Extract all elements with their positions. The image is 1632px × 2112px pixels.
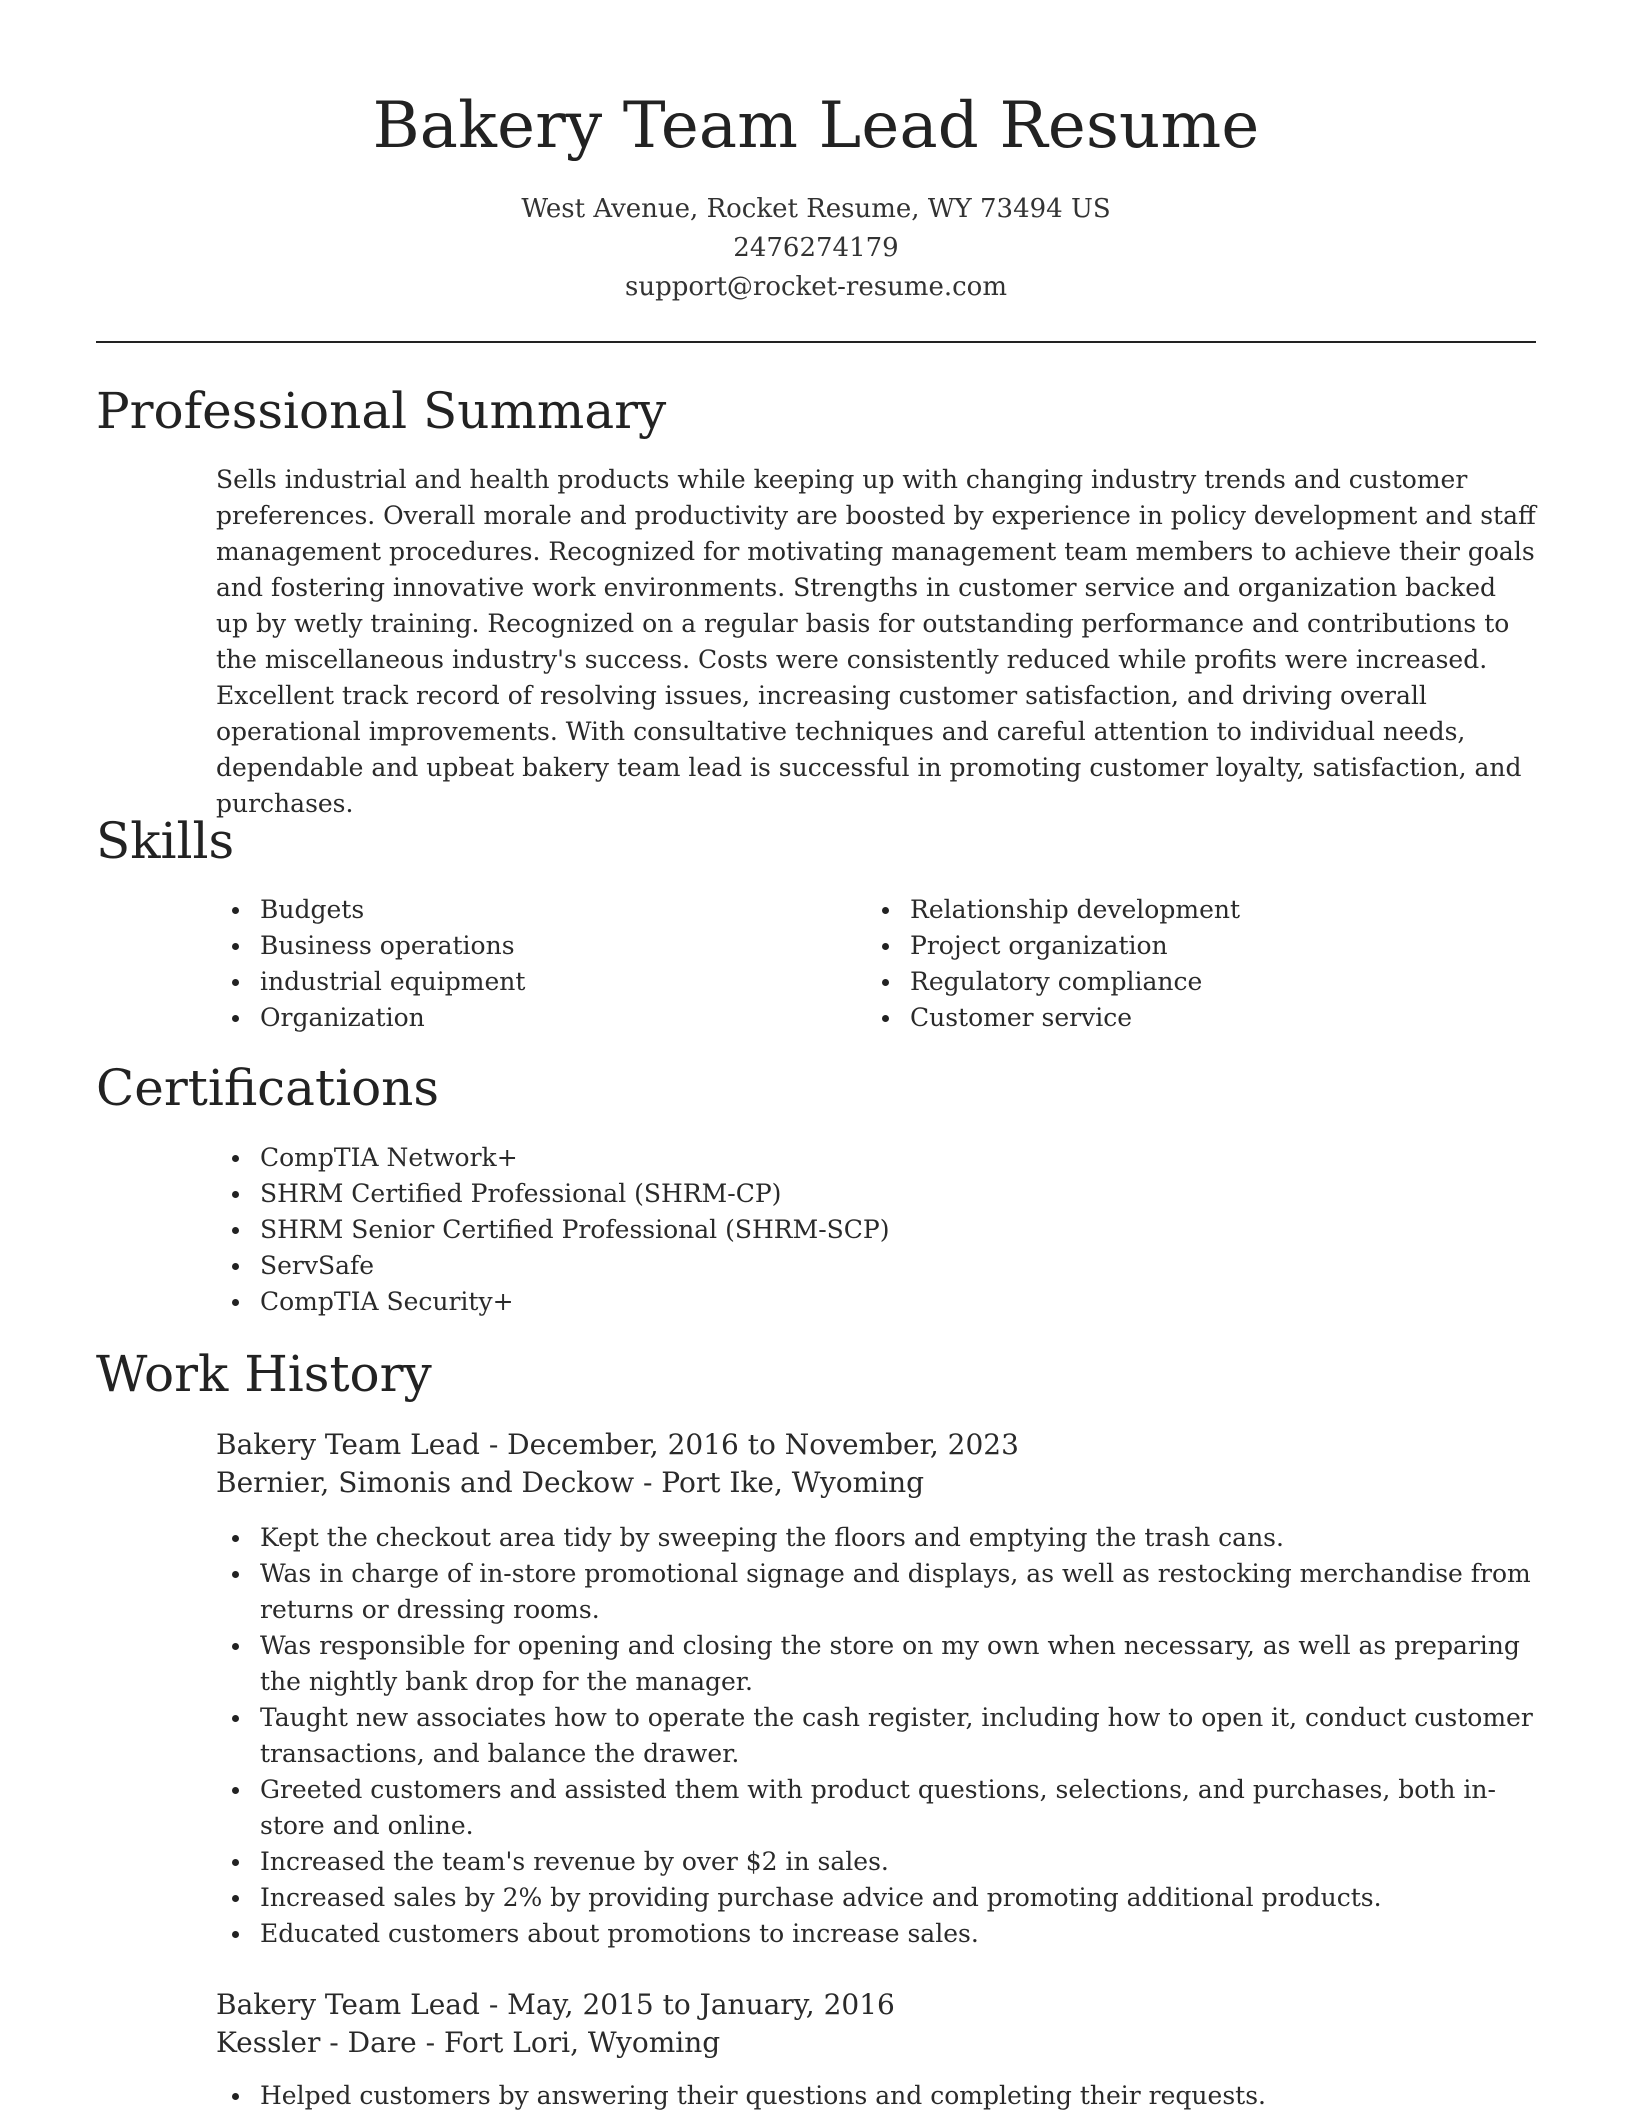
- certifications-list: [216, 1140, 1536, 1320]
- job-duty: Increased sales by 2% by providing purchase advice and promoting additional products.: [216, 1880, 1536, 1916]
- job-duty: Kept the checkout area tidy by sweeping the floors and emptying the trash cans.: [216, 1520, 1536, 1556]
- summary-heading: Professional Summary: [96, 382, 667, 440]
- certification-item: ServSafe: [216, 1248, 1536, 1284]
- job-duty: Was in charge of in-store promotional signage and displays, as well as restocking merchandise from returns or dressing rooms.: [216, 1556, 1536, 1628]
- resume-page: [96, 0, 1536, 2112]
- work-history-heading: Work History: [96, 1345, 432, 1403]
- job-duty: Taught new associates how to operate the cash register, including how to open it, conduct customer transactions, and balance the drawer.: [216, 1700, 1536, 1772]
- skills-heading: Skills: [96, 812, 235, 870]
- job-dates: - December, 2016 to November, 2023: [479, 1428, 1019, 1461]
- job-title-line: [216, 1986, 1536, 2024]
- contact-address: West Avenue, Rocket Resume, WY 73494 US: [521, 194, 1111, 224]
- resume-title: Bakery Team Lead Resume: [372, 89, 1260, 163]
- job-title-line: [216, 1426, 1536, 1464]
- job-company-line: [216, 1464, 1536, 1502]
- skill-item: Regulatory compliance: [866, 964, 1516, 1000]
- skills-list: [216, 892, 1536, 1036]
- certification-item: CompTIA Security+: [216, 1284, 1536, 1320]
- job-entry: [216, 1426, 1536, 1502]
- skills-column-right: [866, 892, 1516, 1036]
- skill-item: Organization: [216, 1000, 866, 1036]
- skill-item: Relationship development: [866, 892, 1516, 928]
- certifications-heading: Certifications: [96, 1059, 440, 1117]
- contact-block: [96, 190, 1536, 307]
- job-company: Kessler - Dare: [216, 2026, 417, 2059]
- job-location: - Fort Lori, Wyoming: [416, 2026, 721, 2059]
- skills-column-left: [216, 892, 866, 1036]
- summary-text: Sells industrial and health products while keeping up with changing industry trends and customer preferences. Overall morale and productivity are boosted by experience in policy development and staff management procedures. Recognized for motivating management team members to achieve their goals and fostering innovative work environments. Strengths in customer service and organization backed up by wetly training. Recognized on a regular basis for outstanding performance and contributions to the miscellaneous industry's success. Costs were consistently reduced while profits were increased. Excellent track record of resolving issues, increasing customer satisfaction, and driving overall operational improvements. With consultative techniques and careful attention to individual needs, dependable and upbeat bakery team lead is successful in promoting customer loyalty, satisfaction, and purchases.: [216, 465, 1536, 818]
- skill-item: Business operations: [216, 928, 866, 964]
- job-company: Bernier, Simonis and Deckow: [216, 1466, 635, 1499]
- job-company-line: [216, 2024, 1536, 2062]
- job-entry: [216, 1986, 1536, 2062]
- job-duty: Was responsible for opening and closing the store on my own when necessary, as well as preparing the nightly bank drop for the manager.: [216, 1628, 1536, 1700]
- certification-item: SHRM Certified Professional (SHRM-CP): [216, 1176, 1536, 1212]
- job-location: - Port Ike, Wyoming: [634, 1466, 925, 1499]
- job-duty: Greeted customers and assisted them with product questions, selections, and purchases, both in-store and online.: [216, 1772, 1536, 1844]
- header-divider: [96, 341, 1536, 343]
- certification-item: SHRM Senior Certified Professional (SHRM-SCP): [216, 1212, 1536, 1248]
- skill-item: Project organization: [866, 928, 1516, 964]
- certification-item: CompTIA Network+: [216, 1140, 1536, 1176]
- job-duties-list: [216, 1520, 1536, 1952]
- job-duty: Increased the team's revenue by over $2 in sales.: [216, 1844, 1536, 1880]
- job-duty: Helped customers by answering their questions and completing their requests.: [216, 2078, 1536, 2112]
- job-dates: - May, 2015 to January, 2016: [479, 1988, 895, 2021]
- skill-item: Customer service: [866, 1000, 1516, 1036]
- contact-email: support@rocket-resume.com: [624, 272, 1007, 302]
- job-duties-list: [216, 2078, 1536, 2112]
- contact-phone: 2476274179: [733, 233, 899, 263]
- job-role: Bakery Team Lead: [216, 1428, 480, 1461]
- skill-item: industrial equipment: [216, 964, 866, 1000]
- job-role: Bakery Team Lead: [216, 1988, 480, 2021]
- job-duty: Educated customers about promotions to increase sales.: [216, 1916, 1536, 1952]
- skill-item: Budgets: [216, 892, 866, 928]
